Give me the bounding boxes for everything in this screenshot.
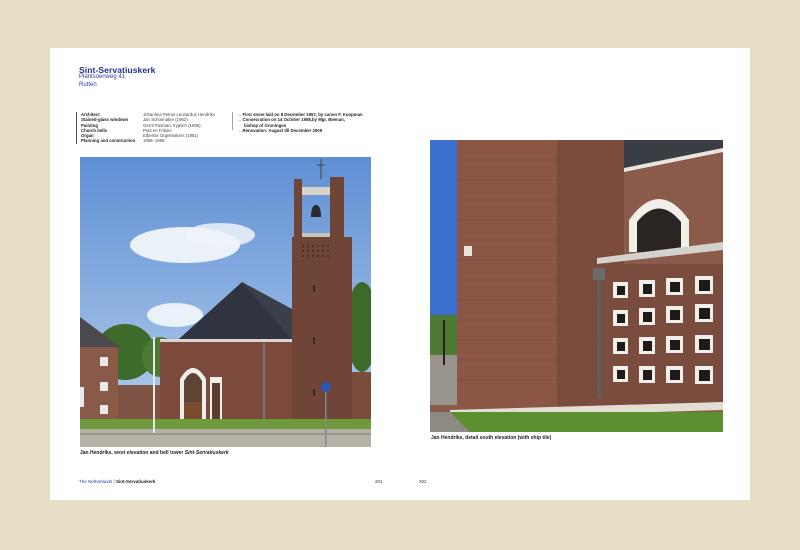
credit-label: Planning and construction	[81, 138, 136, 144]
footer-country: The Netherlands	[79, 479, 113, 484]
south-elevation-detail-photo	[430, 140, 723, 432]
address-town: Rutten	[79, 81, 97, 88]
credits-table	[76, 112, 215, 144]
credit-label: Stained-glass windows	[81, 117, 129, 123]
credit-value: Petit en Fritsen	[143, 127, 172, 133]
credit-label: Architect	[81, 112, 100, 117]
page-number-left: 201	[375, 479, 383, 484]
right-photo-caption: Jan Hendriks, detail south elevation (with ship tile)	[431, 435, 552, 441]
event-item-continuation: bishop of Groningen	[244, 122, 287, 128]
church-west-elevation-photo	[80, 157, 371, 447]
running-footer	[79, 479, 155, 484]
credit-value: 1956–1958	[143, 138, 165, 144]
credit-row	[81, 138, 215, 143]
book-spread	[50, 48, 750, 500]
events-list	[232, 112, 363, 133]
page-number-right: 202	[419, 479, 427, 484]
arrow-right-icon: →	[237, 112, 242, 117]
event-item: → Renovation: August till December 2009	[237, 127, 323, 133]
arrow-right-icon: →	[237, 117, 242, 123]
credit-value: Gerrit Pasman, tryptich (1986)	[143, 122, 201, 128]
event-item: → Consecration on 14 October 1958,by Mgr. Bieman,	[237, 117, 345, 123]
event-item: → First stone laid on 8 December 1957, by canon F. Koopman	[237, 112, 363, 117]
address	[79, 74, 125, 89]
address-street: Plantsoenweg 41	[79, 74, 126, 80]
credit-label: Organ	[81, 133, 94, 139]
credit-value: Elbertse Orgelmakers (1981)	[143, 133, 199, 139]
credit-value: Jan Schoenaker (1962)	[143, 117, 188, 123]
page-title: Sint-Servatiuskerk	[79, 65, 156, 75]
credit-value: Johannes Petrus Leonardus Hendriks	[143, 112, 215, 117]
credit-label: Church bells	[81, 127, 108, 133]
footer-church: Sint-Servatiuskerk	[115, 479, 156, 484]
left-photo-caption: Jan Hendriks, west elevation and bell tower Sint-Servatiuskerk	[80, 450, 229, 456]
arrow-right-icon: →	[237, 127, 242, 133]
footer-separator: |	[112, 479, 116, 484]
credit-label: Painting	[81, 122, 98, 128]
